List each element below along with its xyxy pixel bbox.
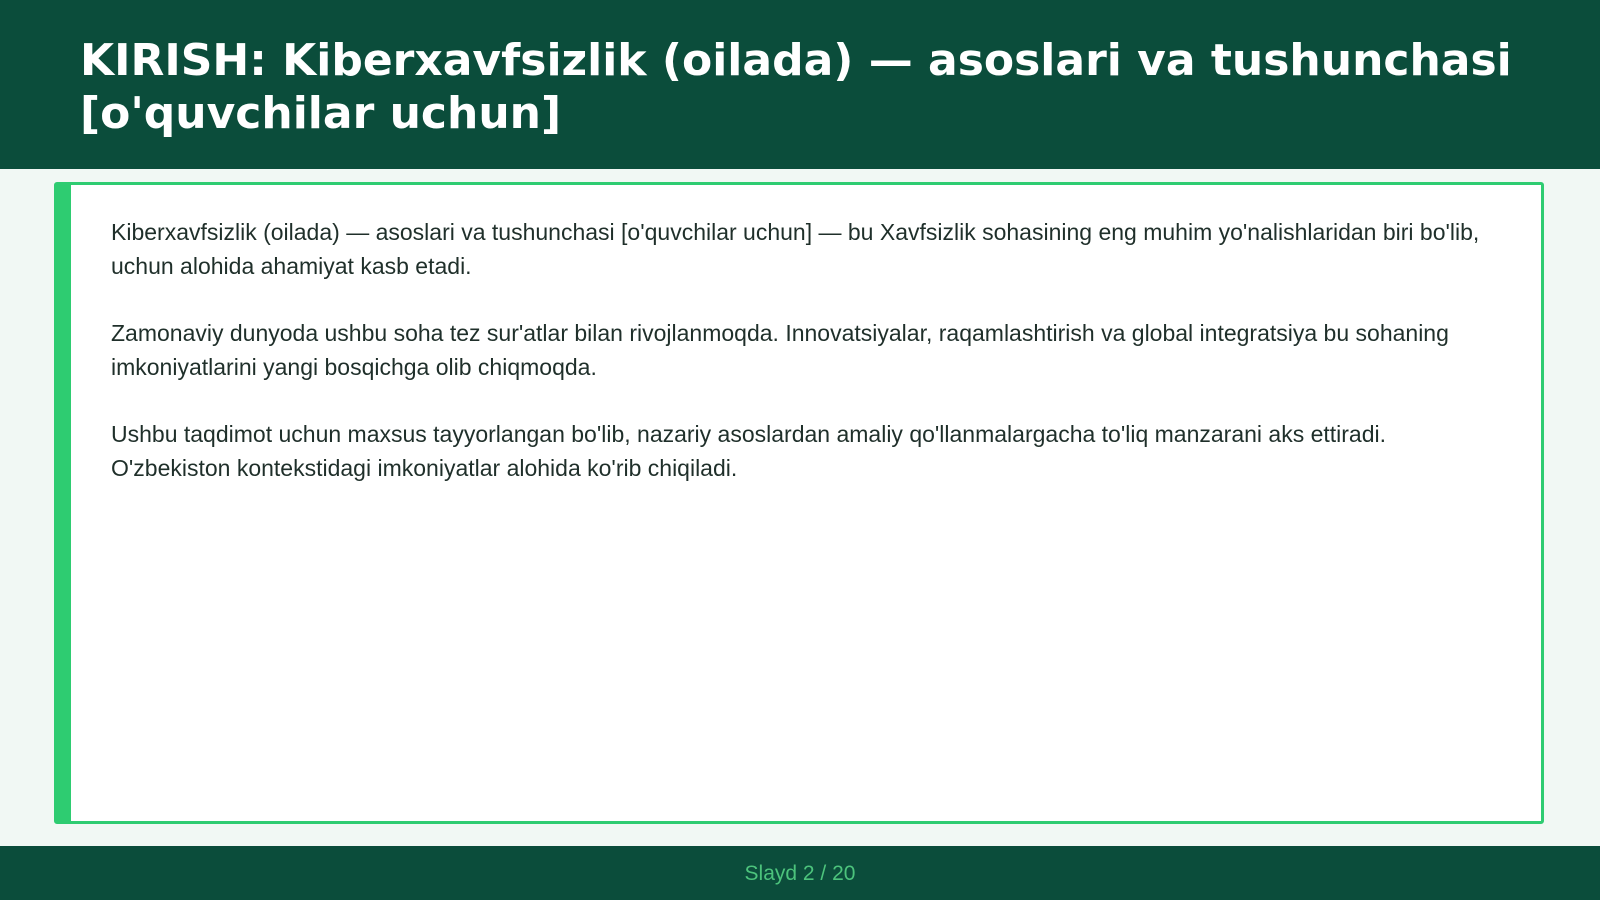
slide-title: KIRISH: Kiberxavfsizlik (oilada) — asoslari va tushunchasi [o'quvchilar uchun] [80, 35, 1512, 139]
body-paragraph-2: Zamonaviy dunyoda ushbu soha tez sur'atlar bilan rivojlanmoqda. Innovatsiyalar, raqamlashtirish va global integratsiya bu sohaning imkoniyatlarini yangi bosqichga olib chiqmoqda. [111, 320, 1449, 380]
slide-number: Slayd 2 / 20 [744, 862, 856, 885]
slide-header [0, 0, 1600, 169]
content-card [54, 182, 1544, 824]
slide-footer [0, 846, 1600, 900]
body-paragraph-3: Ushbu taqdimot uchun maxsus tayyorlangan bo'lib, nazariy asoslardan amaliy qo'llanmalargacha to'liq manzarani aks ettiradi. O'zbekiston kontekstidagi imkoniyatlar alohida ko'rib chiqiladi. [111, 421, 1387, 481]
body-text [111, 215, 1496, 518]
body-paragraph-1: Kiberxavfsizlik (oilada) — asoslari va tushunchasi [o'quvchilar uchun] — bu Xavfsizlik sohasining eng muhim yo'nalishlaridan biri bo'lib, uchun alohida ahamiyat kasb etadi. [111, 219, 1480, 279]
